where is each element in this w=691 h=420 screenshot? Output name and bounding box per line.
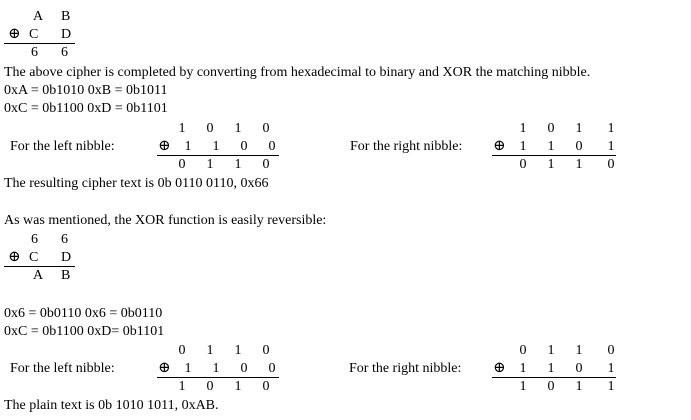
bit: 0 — [268, 361, 276, 376]
bit: 1 — [607, 139, 615, 154]
left-nibble-label: For the left nibble: — [10, 361, 115, 376]
decrypt-6-right: 6 — [61, 232, 68, 247]
reversible-text: As was mentioned, the XOR function is easily reversible: — [4, 213, 327, 228]
hex-c-d-2-text: 0xC = 0b1100 0xD= 0b1101 — [4, 324, 165, 339]
result-cipher-text: The resulting cipher text is 0b 0110 0110, 0x66 — [4, 176, 269, 191]
bit: 1 — [234, 343, 242, 358]
bit: 1 — [519, 121, 527, 136]
bit: 0 — [262, 379, 270, 394]
bit: 1 — [607, 361, 615, 376]
right-nibble-label: For the right nibble: — [350, 139, 463, 154]
bit: 1 — [234, 121, 242, 136]
bit: 0 — [240, 361, 248, 376]
hex-a-b-text: 0xA = 0b1010 0xB = 0b1011 — [4, 83, 168, 98]
bit: 0 — [240, 139, 248, 154]
cipher-c: C — [29, 27, 39, 42]
bit: 0 — [262, 343, 270, 358]
xor-icon: ⊕ — [158, 138, 171, 154]
xor-icon: ⊕ — [493, 138, 506, 154]
bit: 0 — [178, 157, 186, 172]
hex-c-d-text: 0xC = 0b1100 0xD = 0b1101 — [4, 101, 168, 116]
bit: 1 — [519, 139, 527, 154]
bit: 1 — [575, 343, 583, 358]
bit: 0 — [575, 139, 583, 154]
intro-text: The above cipher is completed by converting from hexadecimal to binary and XOR the matching nibble. — [4, 65, 591, 80]
bit: 0 — [547, 379, 555, 394]
bit: 1 — [206, 343, 214, 358]
bit: 1 — [519, 361, 527, 376]
bit: 1 — [575, 379, 583, 394]
decrypt-b: B — [61, 268, 71, 283]
xor-icon: ⊕ — [8, 249, 21, 265]
bit: 1 — [178, 121, 186, 136]
bit: 1 — [178, 379, 186, 394]
bit: 1 — [547, 157, 555, 172]
bit: 0 — [268, 139, 276, 154]
bit: 0 — [206, 379, 214, 394]
left-nibble-label: For the left nibble: — [10, 139, 115, 154]
cipher-b: B — [61, 9, 71, 24]
bit: 0 — [178, 343, 186, 358]
bit: 1 — [575, 121, 583, 136]
cipher-a: A — [33, 9, 44, 24]
cipher-6-right: 6 — [61, 45, 68, 60]
decrypt-6-left: 6 — [31, 232, 38, 247]
decrypt-c: C — [29, 250, 39, 265]
right-nibble-label: For the right nibble: — [349, 361, 462, 376]
bit: 1 — [547, 361, 555, 376]
bit: 1 — [575, 157, 583, 172]
bit: 1 — [234, 379, 242, 394]
xor-icon: ⊕ — [493, 360, 506, 376]
xor-icon: ⊕ — [158, 360, 171, 376]
bit: 1 — [519, 379, 527, 394]
bit: 0 — [206, 121, 214, 136]
bit: 0 — [575, 361, 583, 376]
bit: 0 — [607, 343, 615, 358]
bit: 1 — [184, 361, 192, 376]
bit: 0 — [547, 121, 555, 136]
bit: 1 — [184, 139, 192, 154]
plain-text-result: The plain text is 0b 1010 1011, 0xAB. — [4, 398, 219, 413]
bit: 1 — [547, 139, 555, 154]
bit: 1 — [607, 121, 615, 136]
xor-icon: ⊕ — [8, 26, 21, 42]
bit: 1 — [212, 139, 220, 154]
cipher-d: D — [61, 27, 72, 42]
bit: 0 — [519, 157, 527, 172]
hex-6-6-text: 0x6 = 0b0110 0x6 = 0b0110 — [4, 306, 163, 321]
bit: 0 — [607, 157, 615, 172]
bit: 1 — [212, 361, 220, 376]
bit: 1 — [607, 379, 615, 394]
bit: 1 — [234, 157, 242, 172]
bit: 1 — [547, 343, 555, 358]
bit: 0 — [519, 343, 527, 358]
decrypt-d: D — [61, 250, 72, 265]
decrypt-a: A — [33, 268, 44, 283]
bit: 0 — [262, 121, 270, 136]
bit: 1 — [206, 157, 214, 172]
cipher-6-left: 6 — [31, 45, 38, 60]
bit: 0 — [262, 157, 270, 172]
